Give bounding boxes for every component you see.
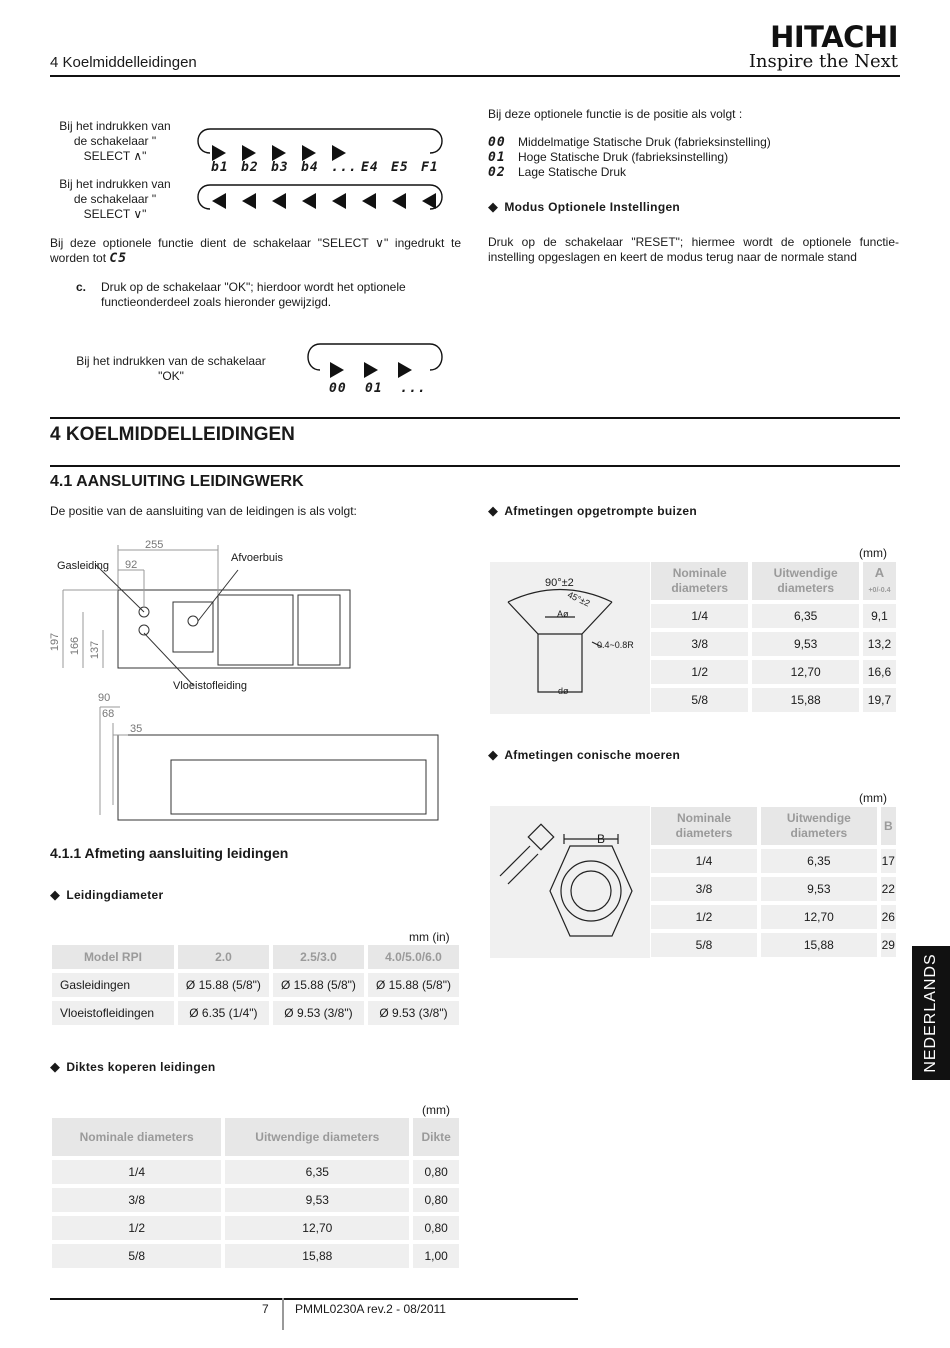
table-cell: 26	[881, 905, 896, 929]
select-code-e5: E5	[391, 160, 409, 175]
header-section-title: 4 Koelmiddelleidingen	[50, 54, 197, 71]
table-cell: 9,1	[863, 604, 896, 628]
pipe-diameter-table	[48, 941, 463, 1029]
mode-heading-text: Modus Optionele Instellingen	[504, 200, 681, 214]
table-cell: 1/4	[651, 849, 757, 873]
table-cell: 29	[881, 933, 896, 957]
table-header-cell: Uitwendige diameters	[752, 562, 859, 600]
table-cell: Ø 15.88 (5/8")	[273, 973, 364, 997]
pipe-diameter-heading	[50, 887, 164, 903]
table-header-cell: Nominale diameters	[651, 562, 748, 600]
table-header-cell: Nominale diameters	[52, 1118, 221, 1156]
section-rule-top	[50, 417, 900, 419]
select-code-f1: F1	[421, 160, 439, 175]
table-row	[52, 1188, 459, 1212]
footer-doc-id: PMML0230A rev.2 - 08/2011	[295, 1302, 446, 1316]
mode-heading	[488, 199, 680, 215]
select-note-text: Bij deze optionele functie dient de schakelaar "SELECT ∨" ingedrukt te worden tot	[50, 236, 461, 265]
position-code: 01	[488, 150, 506, 165]
table-row	[52, 1001, 459, 1025]
table-header-cell	[863, 562, 896, 600]
flare-radius-label: 0.4~0.8R	[597, 640, 634, 650]
position-list	[488, 135, 771, 180]
section-41-intro: De positie van de aansluiting van de leidingen is als volgt:	[50, 504, 357, 518]
diamond-bullet-icon: ◆	[488, 503, 499, 518]
table-cell: 5/8	[52, 1244, 221, 1268]
table-cell: 5/8	[651, 933, 757, 957]
table-header-cell: 2.0	[178, 945, 269, 969]
flare-d-label: dø	[558, 686, 569, 696]
step-c-text: Druk op de schakelaar "OK"; hierdoor wordt het optionele functieonderdeel zoals hieronder gewijzigd.	[101, 280, 406, 309]
table-row	[52, 1244, 459, 1268]
diamond-bullet-icon: ◆	[488, 199, 499, 214]
table-cell: 5/8	[651, 688, 748, 712]
table-cell: 1/4	[651, 604, 748, 628]
header-rule	[50, 75, 900, 77]
flare-dims-table	[647, 558, 900, 716]
select-note-code: C5	[109, 251, 128, 266]
table-cell: Vloeistofleidingen	[52, 1001, 174, 1025]
position-code: 02	[488, 165, 506, 180]
table-cell: 3/8	[651, 632, 748, 656]
table-header-cell: 4.0/5.0/6.0	[368, 945, 459, 969]
table-cell: 15,88	[752, 688, 859, 712]
table-row	[651, 933, 896, 957]
dim-166: 166	[69, 636, 82, 656]
select-code-ellipsis: ...	[331, 160, 358, 175]
table-cell: 3/8	[52, 1188, 221, 1212]
flare-nut-b-label: B	[597, 832, 606, 846]
select-up-label: Bij het indrukken van de schakelaar " SELECT ∧"	[59, 119, 171, 163]
table-header-cell: Nominale diameters	[651, 807, 757, 845]
header-a-tolerance: +0/-0.4	[868, 586, 891, 594]
position-item	[488, 150, 771, 165]
table-cell: 3/8	[651, 877, 757, 901]
table-cell: 15,88	[761, 933, 877, 957]
section-411-title: 4.1.1 Afmeting aansluiting leidingen	[50, 845, 289, 861]
table-cell: 15,88	[225, 1244, 409, 1268]
table-header-cell: Uitwendige diameters	[761, 807, 877, 845]
label-drain-pipe: Afvoerbuis	[231, 552, 283, 564]
select-code-e4: E4	[361, 160, 379, 175]
ok-cycle-diagram	[300, 340, 455, 380]
dim-137: 137	[89, 640, 102, 660]
table-cell: 0,80	[413, 1188, 459, 1212]
pipe-diameter-heading-text: Leidingdiameter	[66, 888, 164, 902]
table-cell: 9,53	[752, 632, 859, 656]
flare-nuts-unit: (mm)	[859, 791, 887, 805]
flare-a-label: Aø	[557, 609, 569, 619]
table-row	[651, 849, 896, 873]
table-row	[52, 1216, 459, 1240]
ok-code-00: 00	[329, 381, 347, 396]
table-header-cell: Uitwendige diameters	[225, 1118, 409, 1156]
table-cell: 19,7	[863, 688, 896, 712]
footer-page-number: 7	[262, 1302, 269, 1316]
table-row	[651, 877, 896, 901]
copper-thickness-unit: (mm)	[422, 1103, 450, 1117]
table-row	[651, 660, 896, 684]
position-text: Lage Statische Druk	[518, 165, 627, 179]
table-cell: 12,70	[752, 660, 859, 684]
flare-dims-unit: (mm)	[859, 546, 887, 560]
header-a: A	[874, 564, 885, 580]
unit-drawing	[48, 535, 458, 835]
table-cell: 0,80	[413, 1216, 459, 1240]
table-cell: 12,70	[225, 1216, 409, 1240]
table-header-cell: Model RPI	[52, 945, 174, 969]
table-cell: 1/4	[52, 1160, 221, 1184]
table-cell: Ø 9.53 (3/8")	[368, 1001, 459, 1025]
table-header-row	[52, 1118, 459, 1156]
position-text: Hoge Statische Druk (fabrieksinstelling)	[518, 150, 729, 164]
table-cell: 1/2	[651, 660, 748, 684]
step-c-label: c.	[76, 280, 87, 294]
table-cell: 6,35	[761, 849, 877, 873]
ok-label: Bij het indrukken van de schakelaar "OK"	[76, 354, 266, 383]
table-cell: 6,35	[752, 604, 859, 628]
position-item	[488, 135, 771, 150]
dim-255: 255	[145, 539, 164, 551]
position-text: Middelmatige Statische Druk (fabrieksinstelling)	[518, 135, 771, 149]
position-item	[488, 165, 771, 180]
table-cell: Gasleidingen	[52, 973, 174, 997]
table-row	[651, 688, 896, 712]
table-row	[52, 1160, 459, 1184]
table-header-cell: 2.5/3.0	[273, 945, 364, 969]
table-cell: 12,70	[761, 905, 877, 929]
table-cell: 22	[881, 877, 896, 901]
ok-code-ellipsis: ...	[400, 381, 427, 396]
table-row	[651, 905, 896, 929]
language-label: NEDERLANDS	[922, 953, 939, 1073]
flare-nuts-heading	[488, 747, 680, 763]
table-row	[52, 973, 459, 997]
section-41-title: 4.1 AANSLUITING LEIDINGWERK	[50, 473, 304, 490]
select-cycle-diagram	[190, 125, 450, 215]
select-note	[50, 236, 461, 266]
table-cell: 17	[881, 849, 896, 873]
copper-thickness-table	[48, 1114, 463, 1272]
diamond-bullet-icon: ◆	[488, 747, 499, 762]
table-cell: Ø 15.88 (5/8")	[178, 973, 269, 997]
position-code: 00	[488, 135, 506, 150]
footer-divider	[282, 1298, 284, 1330]
flare-nuts-heading-text: Afmetingen conische moeren	[504, 748, 681, 762]
footer-rule	[50, 1298, 578, 1300]
flare-angle2-label: 45°±2	[565, 589, 592, 609]
table-cell: 9,53	[225, 1188, 409, 1212]
dim-35: 35	[130, 723, 143, 735]
brand-slogan: Inspire the Next	[748, 51, 898, 72]
diamond-bullet-icon: ◆	[50, 1059, 61, 1074]
section-rule-bottom	[50, 465, 900, 467]
table-cell: 0,80	[413, 1160, 459, 1184]
section-4-title: 4 KOELMIDDELLEIDINGEN	[50, 424, 295, 445]
select-code-b4: b4	[301, 160, 319, 175]
flare-dims-heading-text: Afmetingen opgetrompte buizen	[504, 504, 698, 518]
flare-nut-drawing-svg	[490, 806, 650, 958]
select-down-label: Bij het indrukken van de schakelaar " SELECT ∨"	[59, 177, 171, 221]
table-row	[651, 604, 896, 628]
table-cell: 9,53	[761, 877, 877, 901]
dim-90: 90	[98, 692, 111, 704]
dim-197: 197	[49, 632, 62, 652]
table-cell: 1/2	[52, 1216, 221, 1240]
table-header-row	[52, 945, 459, 969]
flare-nuts-table	[647, 803, 900, 961]
mode-text: Druk op de schakelaar "RESET"; hiermee wordt de optionele functie-instelling opgeslagen en keert de modus terug naar de normale stand	[488, 235, 899, 264]
select-code-b1: b1	[211, 160, 229, 175]
table-header-row	[651, 807, 896, 845]
flare-dims-heading	[488, 503, 697, 519]
table-header-cell: Dikte	[413, 1118, 459, 1156]
label-liquid-pipe: Vloeistofleiding	[173, 680, 247, 692]
table-row	[651, 632, 896, 656]
flare-angle-label: 90°±2	[545, 577, 574, 589]
dim-92: 92	[125, 559, 138, 571]
copper-thickness-heading	[50, 1059, 216, 1075]
table-cell: 1,00	[413, 1244, 459, 1268]
table-header-cell: B	[881, 807, 896, 845]
table-cell: Ø 15.88 (5/8")	[368, 973, 459, 997]
table-header-row	[651, 562, 896, 600]
language-side-tab	[912, 946, 950, 1080]
hitachi-logo	[749, 22, 898, 72]
diamond-bullet-icon: ◆	[50, 887, 61, 902]
table-cell: 1/2	[651, 905, 757, 929]
select-code-b3: b3	[271, 160, 289, 175]
table-cell: 6,35	[225, 1160, 409, 1184]
pipe-diameter-unit: mm (in)	[409, 930, 450, 944]
select-code-b2: b2	[241, 160, 259, 175]
table-cell: 16,6	[863, 660, 896, 684]
label-gas-pipe: Gasleiding	[57, 560, 109, 572]
position-intro: Bij deze optionele functie is de positie als volgt :	[488, 107, 743, 121]
table-cell: Ø 9.53 (3/8")	[273, 1001, 364, 1025]
flare-nut-drawing	[490, 806, 650, 958]
brand-name: HITACHI	[770, 20, 898, 54]
table-cell: Ø 6.35 (1/4")	[178, 1001, 269, 1025]
copper-thickness-heading-text: Diktes koperen leidingen	[66, 1060, 216, 1074]
dim-68: 68	[102, 708, 115, 720]
ok-code-01: 01	[365, 381, 383, 396]
table-cell: 13,2	[863, 632, 896, 656]
